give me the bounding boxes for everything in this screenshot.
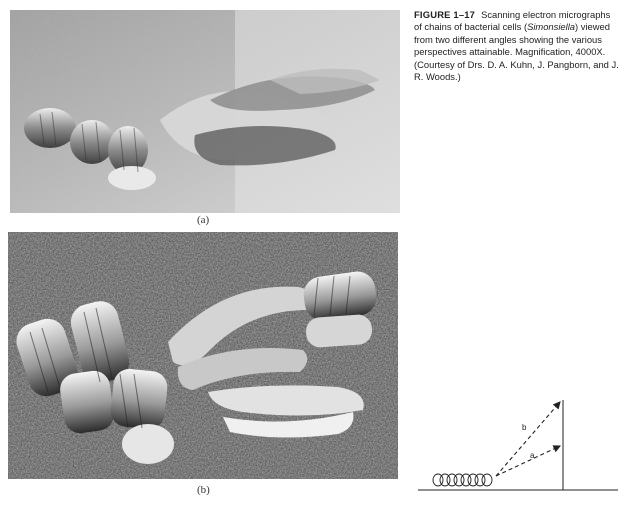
perspective-diagram: [418, 392, 618, 496]
view-arrow-b: [496, 402, 560, 476]
arrow-label-a: a: [530, 451, 535, 460]
caption-organism: Simonsiella: [527, 21, 576, 33]
view-arrow-a: [496, 446, 560, 476]
arrow-label-b: b: [522, 423, 527, 432]
caption-rest: ) viewed from two different angles showing the various perspectives attainable. Magnification, 4000X. (Courtesy of Drs. D. A. Kuhn, J. Pangborn, and J. R. Woods.): [414, 21, 619, 83]
figure-number: FIGURE 1–17: [414, 9, 476, 20]
micrograph-b: [8, 232, 398, 479]
panel-a-label: (a): [197, 214, 210, 226]
panel-b-label: (b): [197, 484, 210, 496]
cell-chain-icon: [433, 474, 492, 486]
caption-lead: Scanning electron micrographs of chains of bacterial cells (: [414, 9, 611, 33]
micrograph-a: [10, 10, 400, 213]
figure-caption: [414, 9, 620, 83]
